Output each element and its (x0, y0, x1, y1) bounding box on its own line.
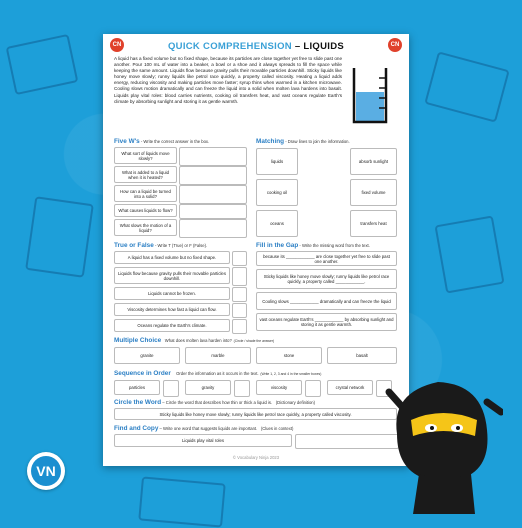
matching-left-item[interactable]: oceans (256, 210, 298, 237)
five-ws-instruction: - Write the correct answer in the box. (139, 139, 210, 144)
matching-right-item[interactable]: transfers heat (350, 210, 397, 237)
five-ws-answer-box[interactable] (179, 219, 247, 238)
five-ws-question: What is added to a liquid when it is heated? (114, 166, 177, 183)
choice-option[interactable]: basalt (327, 347, 397, 364)
true-false-title: True or False (114, 242, 154, 249)
fill-gap-instruction: - Write the missing word from the text. (298, 243, 370, 248)
beaker-icon (346, 64, 394, 126)
book-outline (138, 476, 226, 527)
vocabulary-ninja-logo-text: VN (31, 456, 61, 486)
sequence-item: gravity (185, 380, 231, 395)
circle-word-heading (114, 399, 315, 406)
true-false-answer-box[interactable] (232, 267, 247, 286)
true-false-statement: Liquids flow because gravity pulls their movable particles downhill. (114, 267, 230, 284)
fill-gap-title: Fill in the Gap (256, 242, 299, 249)
circle-word-instruction: – Circle the word that describes how thin or thick a liquid is. (161, 400, 273, 405)
cn-logo-right: CN (388, 38, 402, 52)
reading-passage: A liquid has a fixed volume but no fixed shape, because its particles are close together yet free to slide past one another. Pour 100 mL of water into a beaker, a bowl or a shoe and it always spreads to fill the space while keeping the same amount. Liquids flow because gravity pulls their movable particles downhill. Sticky liquids like honey move slowly; runny liquids like petrol race quickly, a property called viscosity. Heating a liquid adds energy, reducing viscosity and making particles move faster; syrup thins when warmed in a kitchen microwave. Cooling slows motion dramatically and can freeze the liquid into a solid when molten lava hardens into basalt. Liquids play vital roles: blood carries nutrients, cooking oil transfers heat, and vast oceans regulate Earth's climate by absorbing sunlight and storing it as gentle warmth. (114, 56, 342, 104)
title-main: QUICK COMPREHENSION (167, 41, 292, 52)
matching-left-item[interactable]: liquids (256, 148, 298, 175)
true-false-statement: A liquid has a fixed volume but no fixed shape. (114, 251, 230, 264)
ninja-mascot-icon (383, 372, 503, 514)
cn-logo-left: CN (110, 38, 124, 52)
true-false-answer-box[interactable] (232, 319, 247, 334)
sequence-title: Sequence in Order (114, 370, 171, 377)
sequence-instruction: Order the information as it occurs in the text. (176, 371, 259, 376)
true-false-answer-box[interactable] (232, 303, 247, 318)
matching-instruction: - Draw lines to join the information. (284, 139, 350, 144)
vocabulary-ninja-logo (27, 452, 65, 490)
sequence-heading (114, 370, 321, 377)
matching-title: Matching (256, 138, 285, 145)
five-ws-answer-box[interactable] (179, 204, 247, 219)
find-copy-title: Find and Copy (114, 425, 159, 432)
book-outline (434, 215, 504, 293)
five-ws-answer-box[interactable] (179, 185, 247, 204)
fill-gap-sentence[interactable]: because its ____________ are close together yet free to slide past one another. (256, 251, 397, 266)
worksheet (103, 34, 409, 466)
true-false-statement: Oceans regulate the Earth's climate. (114, 319, 230, 332)
five-ws-heading (114, 138, 209, 145)
sequence-item: viscosity (256, 380, 302, 395)
sequence-number-box[interactable] (163, 380, 179, 397)
worksheet-title (103, 41, 409, 52)
circle-word-hint: (Dictionary definition) (275, 400, 316, 405)
circle-word-sentence[interactable]: Sticky liquids like honey move slowly; runny liquids like petrol race quickly, a property called viscosity. (114, 408, 397, 420)
five-ws-title: Five W's (114, 138, 140, 145)
sequence-item: crystal network (327, 380, 373, 395)
sequence-hint: (Write 1, 2, 3 and 4 in the smaller boxes) (260, 372, 322, 376)
five-ws-question: What sort of liquids move slowly? (114, 147, 177, 164)
fill-gap-sentence[interactable]: vast oceans regulate Earth's ____________ by absorbing sunlight and storing it as gentle warmth. (256, 313, 397, 331)
five-ws-question: What slows the motion of a liquid? (114, 219, 177, 236)
five-ws-answer-box[interactable] (179, 147, 247, 166)
choice-option[interactable]: marble (185, 347, 251, 364)
choice-option[interactable]: granite (114, 347, 180, 364)
multiple-choice-question: What does molten lava harden into? (164, 338, 232, 343)
circle-word-title: Circle the Word (114, 399, 162, 406)
sequence-number-box[interactable] (305, 380, 321, 397)
find-copy-sentence: Liquids play vital roles (114, 434, 292, 447)
five-ws-answer-box[interactable] (179, 166, 247, 185)
find-copy-heading (114, 425, 293, 432)
fill-gap-heading (256, 242, 370, 249)
five-ws-question: How can a liquid be turned into a solid? (114, 185, 177, 202)
true-false-heading (114, 242, 207, 249)
true-false-statement: Liquids cannot be frozen. (114, 287, 230, 300)
matching-left-item[interactable]: cooking oil (256, 179, 298, 206)
true-false-statement: Viscosity determines how fast a liquid can flow. (114, 303, 230, 316)
book-outline (6, 34, 79, 95)
matching-heading (256, 138, 350, 145)
sequence-number-box[interactable] (234, 380, 250, 397)
title-sub: – LIQUIDS (291, 41, 345, 52)
multiple-choice-title: Multiple Choice (114, 337, 162, 344)
true-false-answer-box[interactable] (232, 251, 247, 266)
book-outline (25, 196, 94, 277)
fill-gap-sentence[interactable]: Sticky liquids like honey move slowly; runny liquids like petrol race quickly, a property called ____________. (256, 269, 397, 289)
true-false-instruction: - Write T (True) or F (False). (153, 243, 208, 248)
book-outline (424, 51, 509, 122)
multiple-choice-hint: (Circle / shade the answer) (233, 339, 275, 343)
find-copy-instruction: – Write one word that suggests liquids are important. (158, 426, 258, 431)
true-false-answer-box[interactable] (232, 287, 247, 302)
sequence-item: particles (114, 380, 160, 395)
multiple-choice-heading (114, 337, 274, 344)
find-copy-hint: (Clues in context) (260, 426, 294, 431)
matching-right-item[interactable]: absorb sunlight (350, 148, 397, 175)
matching-right-item[interactable]: fixed volume (350, 179, 397, 206)
fill-gap-sentence[interactable]: Cooling slows ____________ dramatically and can freeze the liquid (256, 292, 397, 310)
copyright-footer: © Vocabulary Ninja 2023 (232, 455, 280, 460)
choice-option[interactable]: stone (256, 347, 322, 364)
five-ws-question: What causes liquids to flow? (114, 204, 177, 217)
